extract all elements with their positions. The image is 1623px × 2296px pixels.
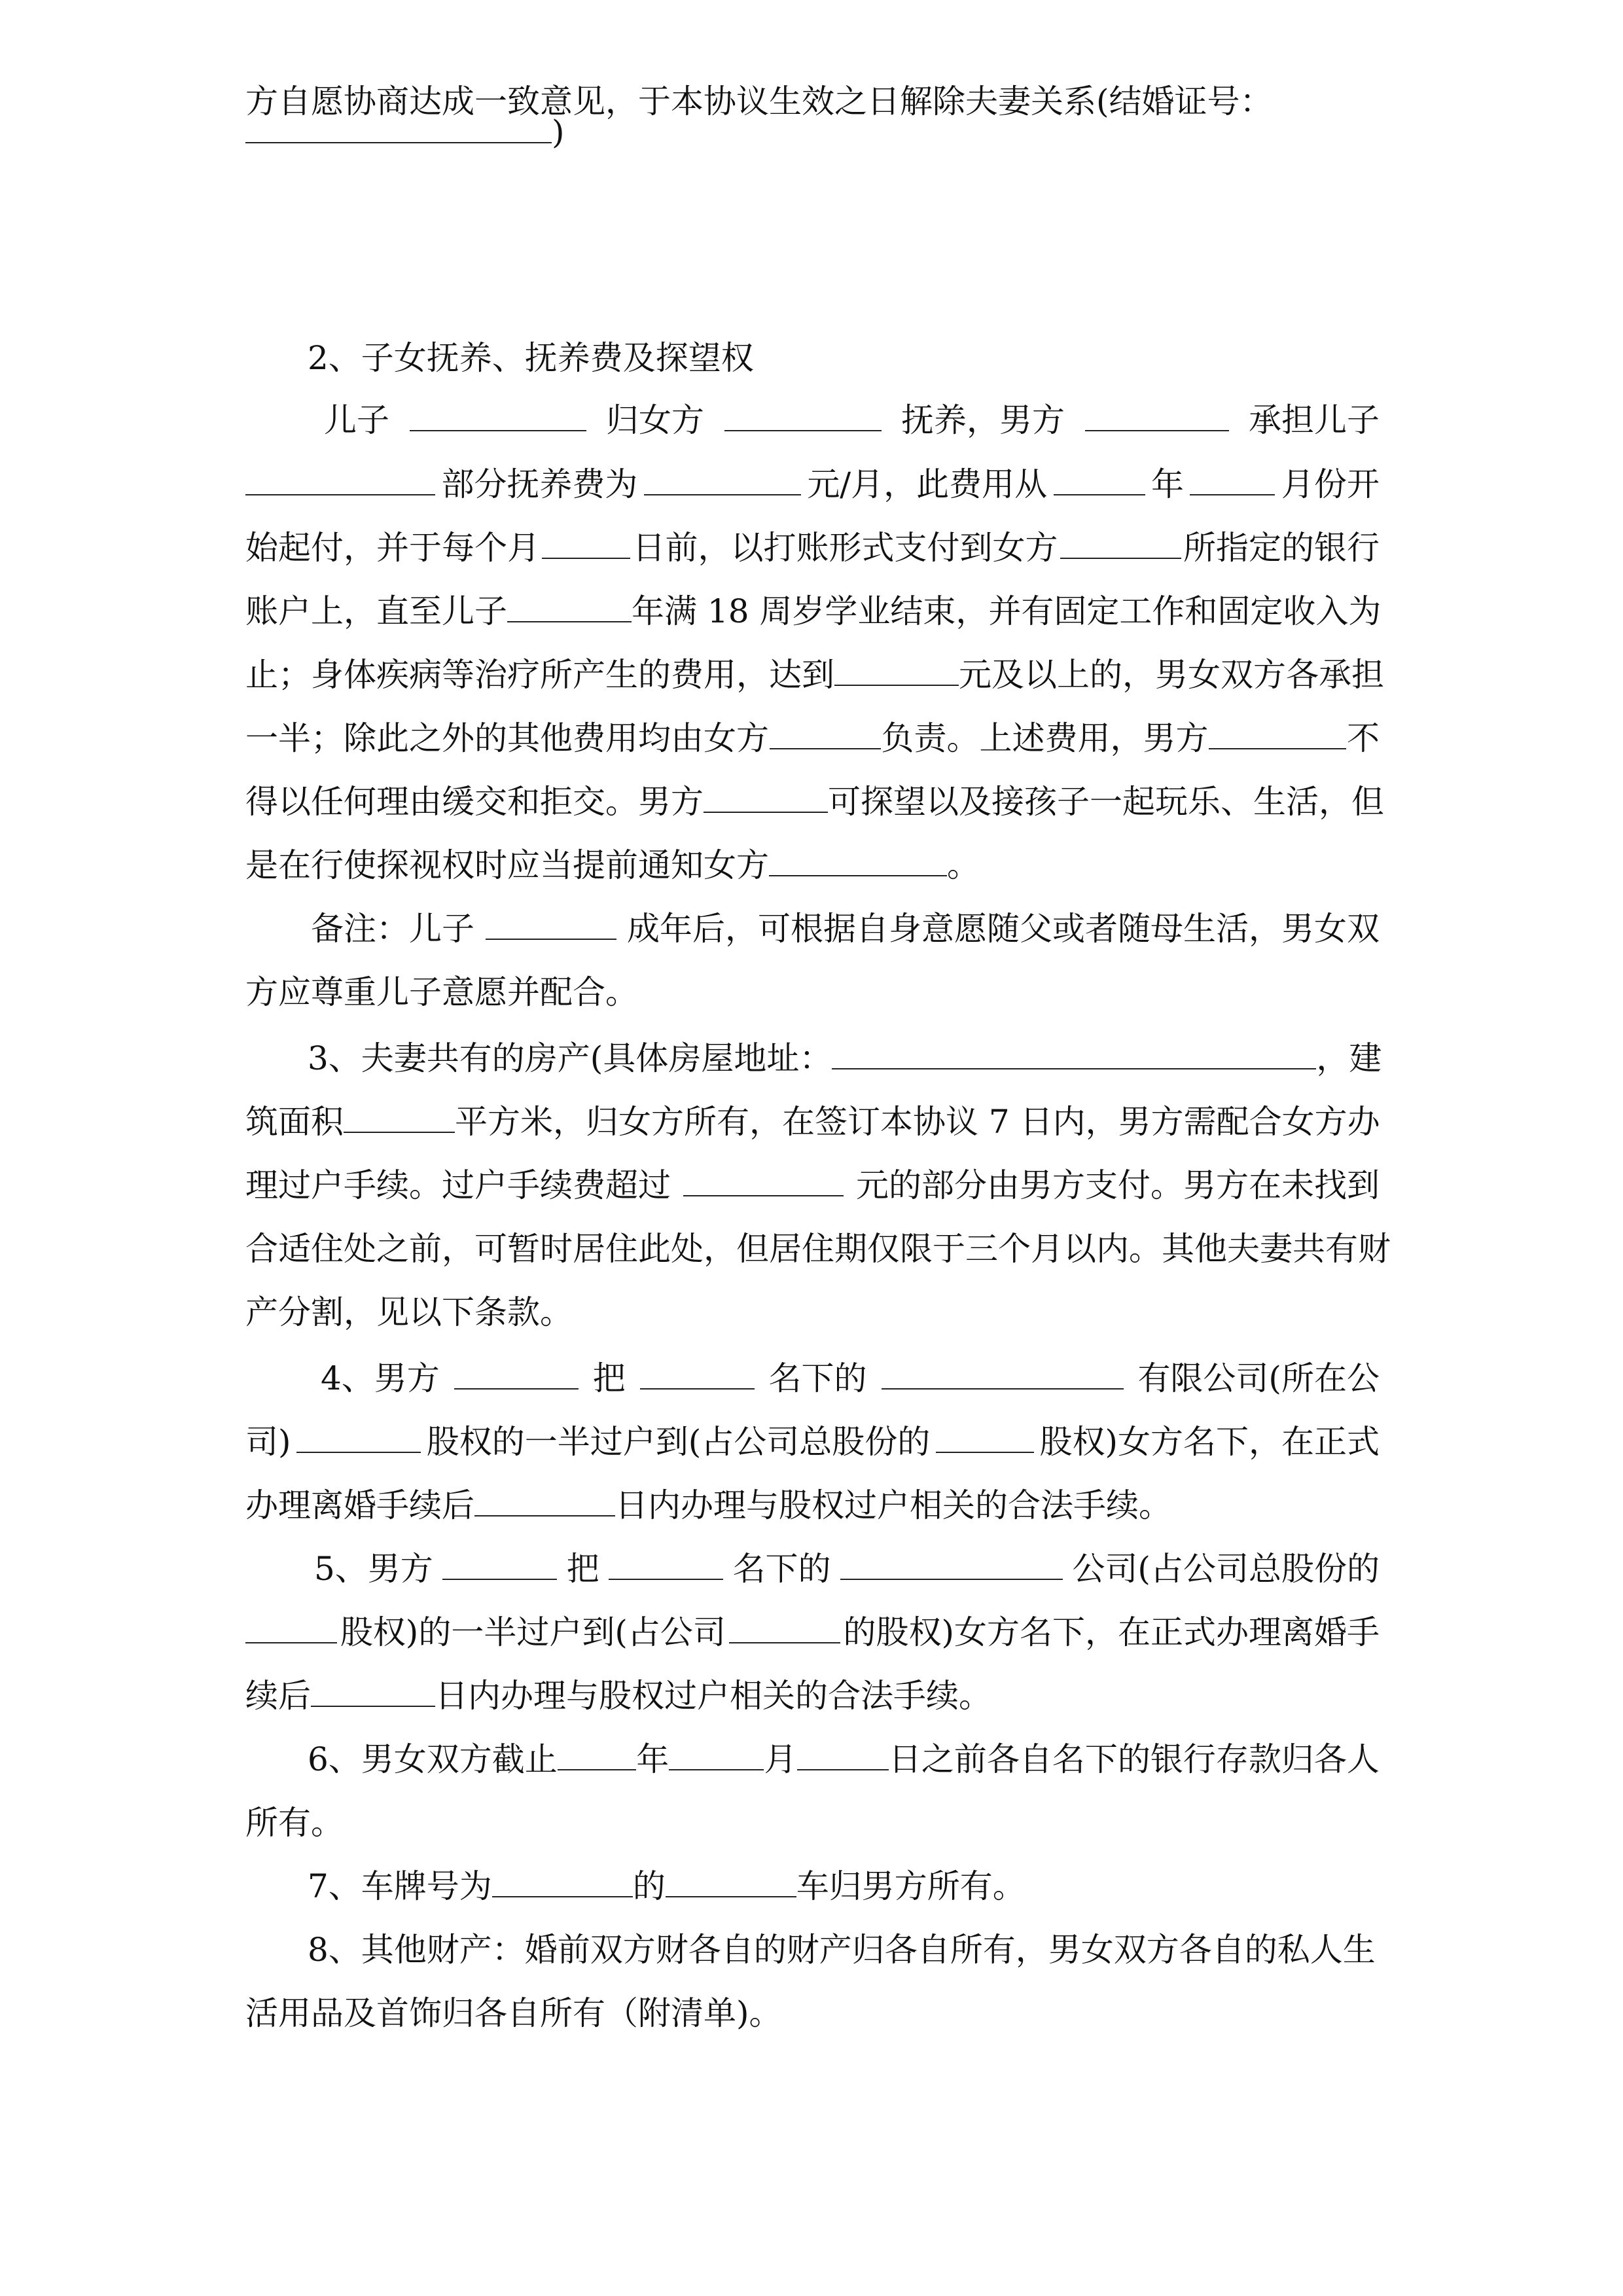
text-segment: ) <box>552 113 565 151</box>
text-segment: 车归男方所有。 <box>796 1867 1026 1905</box>
text-line <box>245 1419 1380 1465</box>
text-segment: 抚养，男方 <box>901 401 1065 439</box>
fill-blank <box>245 464 435 495</box>
text-segment: 日内办理与股权过户相关的合法手续。 <box>435 1677 991 1715</box>
text-segment: 6、男女双方截止 <box>308 1740 558 1778</box>
text-segment: 是在行使探视权时应当提前通知女方 <box>245 846 769 884</box>
text-segment: 日之前各自名下的银行存款归各人 <box>888 1740 1380 1778</box>
fill-blank <box>1054 464 1145 495</box>
fill-blank <box>729 1612 840 1643</box>
fill-blank <box>1209 718 1346 749</box>
fill-blank <box>1060 528 1181 559</box>
text-segment: 公司(占公司总股份的 <box>1072 1550 1380 1588</box>
text-segment: 月 <box>764 1740 797 1778</box>
fill-blank <box>840 1549 1063 1580</box>
text-segment: 合适住处之前，可暂时居住此处，但居住期仅限于三个月以内。其他夫妻共有财 <box>245 1230 1391 1268</box>
fill-blank <box>486 908 616 940</box>
text-segment: ，建 <box>1316 1039 1382 1077</box>
text-line <box>245 1736 1380 1782</box>
text-segment: 司) <box>245 1423 291 1461</box>
text-segment: 。 <box>947 846 980 884</box>
text-line <box>245 1863 1442 1909</box>
text-segment: 成年后，可根据自身意愿随父或者随母生活，男女双 <box>627 910 1380 948</box>
fill-blank <box>442 1549 557 1580</box>
text-segment: 名下的 <box>768 1359 867 1397</box>
fill-blank <box>344 1102 455 1133</box>
text-segment: 儿子 <box>324 401 389 439</box>
text-segment: 的股权)女方名下，在正式办理离婚手 <box>843 1613 1380 1651</box>
text-segment: 股权的一半过户到(占公司总股份的 <box>426 1423 931 1461</box>
fill-blank <box>1085 400 1229 431</box>
fill-blank <box>454 1358 579 1390</box>
text-segment: 部分抚养费为 <box>441 465 638 503</box>
text-line <box>245 1927 1380 1973</box>
text-segment: 2、子女抚养、抚养费及探望权 <box>308 339 754 377</box>
text-segment: 把 <box>592 1359 626 1397</box>
text-segment: 止；身体疾病等治疗所产生的费用，达到 <box>245 656 834 694</box>
text-segment: 不 <box>1347 719 1380 757</box>
fill-blank <box>640 1358 755 1390</box>
fill-blank <box>936 1422 1034 1453</box>
text-segment: 归女方 <box>606 401 704 439</box>
fill-blank <box>882 1358 1124 1390</box>
text-segment: 月份开 <box>1281 465 1380 503</box>
text-segment: 3、夫妻共有的房产(具体房屋地址： <box>308 1039 832 1077</box>
text-segment: 得以任何理由缓交和拒交。男方 <box>245 783 704 821</box>
text-segment: 负责。上述费用，男方 <box>881 719 1209 757</box>
fill-blank <box>542 528 630 559</box>
text-segment: 活用品及首饰归各自所有（附清单)。 <box>245 1994 782 2032</box>
text-segment: 方应尊重儿子意愿并配合。 <box>245 973 638 1011</box>
text-line <box>245 1289 1380 1335</box>
fill-blank <box>1190 464 1275 495</box>
item-heading <box>245 335 1442 381</box>
fill-blank <box>558 1739 636 1770</box>
text-line <box>245 715 1380 761</box>
text-segment: 7、车牌号为 <box>308 1867 492 1905</box>
text-segment: 承担儿子 <box>1249 401 1380 439</box>
text-line <box>245 1482 1380 1528</box>
fill-blank <box>834 655 959 686</box>
text-segment: 年满 18 周岁学业结束，并有固定工作和固定收入为 <box>632 592 1382 630</box>
text-segment: 产分割，见以下条款。 <box>245 1293 573 1331</box>
document-page <box>245 0 1391 2296</box>
text-line <box>245 1035 1380 1081</box>
text-line <box>245 779 1384 825</box>
text-segment: 始起付，并于每个月 <box>245 529 540 567</box>
text-segment: 账户上，直至儿子 <box>245 592 507 630</box>
fill-blank <box>644 464 801 495</box>
text-line <box>245 1099 1380 1145</box>
fill-blank <box>683 1165 844 1196</box>
text-segment: 的 <box>632 1867 666 1905</box>
text-line <box>245 652 1384 698</box>
text-segment: 股权)女方名下，在正式 <box>1039 1423 1380 1461</box>
text-line <box>245 1990 1380 2036</box>
text-segment: 备注：儿子 <box>311 910 474 948</box>
fill-blank <box>832 1038 1316 1069</box>
fill-blank <box>296 1422 421 1453</box>
fill-blank <box>666 1866 796 1897</box>
fill-blank <box>245 1612 337 1643</box>
text-segment: 日内办理与股权过户相关的合法手续。 <box>615 1486 1171 1524</box>
text-line <box>245 1162 1380 1208</box>
text-line <box>245 1673 1380 1719</box>
text-segment: 所指定的银行 <box>1183 529 1380 567</box>
text-segment: 股权)的一半过户到(占公司 <box>340 1613 726 1651</box>
text-segment: 有限公司(所在公 <box>1137 1359 1380 1397</box>
text-line <box>245 969 1380 1015</box>
text-line <box>245 588 1380 634</box>
fill-blank <box>609 1549 723 1580</box>
text-segment: 把 <box>566 1550 599 1588</box>
fill-blank <box>311 1676 435 1707</box>
text-segment: 年 <box>636 1740 669 1778</box>
fill-blank <box>797 1739 889 1770</box>
fill-blank <box>769 845 947 876</box>
text-line <box>245 1800 1380 1846</box>
fill-blank <box>492 1866 633 1897</box>
fill-blank <box>724 400 882 431</box>
fill-blank <box>474 1485 615 1516</box>
text-segment: 可探望以及接孩子一起玩乐、生活，但 <box>828 783 1384 821</box>
fill-blank <box>410 400 586 431</box>
text-segment: 元及以上的，男女双方各承担 <box>959 656 1384 694</box>
text-segment: 所有。 <box>245 1804 344 1842</box>
text-line <box>245 461 1380 507</box>
text-segment: 元的部分由男方支付。男方在未找到 <box>856 1166 1380 1204</box>
text-segment: 年 <box>1151 465 1185 503</box>
text-segment: 平方米，归女方所有，在签订本协议 7 日内，男方需配合女方办 <box>455 1103 1380 1141</box>
fill-blank <box>507 591 632 622</box>
text-segment: 方自愿协商达成一致意见，于本协议生效之日解除夫妻关系(结婚证号： <box>245 82 1273 120</box>
text-line <box>245 906 1380 952</box>
text-segment: 5、男方 <box>314 1550 433 1588</box>
text-line <box>245 1355 1380 1401</box>
fill-blank <box>245 112 552 143</box>
fill-blank <box>669 1739 764 1770</box>
text-line <box>245 1226 1391 1272</box>
text-segment: 元/月，此费用从 <box>807 465 1048 503</box>
fill-blank <box>704 781 828 813</box>
text-segment: 8、其他财产：婚前双方财各自的财产归各自所有，男女双方各自的私人生 <box>308 1931 1376 1969</box>
text-segment: 名下的 <box>732 1550 831 1588</box>
text-segment: 日前，以打账形式支付到女方 <box>632 529 1058 567</box>
text-segment: 筑面积 <box>245 1103 344 1141</box>
text-line <box>245 109 1380 155</box>
text-segment: 4、男方 <box>321 1359 440 1397</box>
text-segment: 理过户手续。过户手续费超过 <box>245 1166 671 1204</box>
text-segment: 一半；除此之外的其他费用均由女方 <box>245 719 769 757</box>
text-line <box>245 397 1380 443</box>
text-segment: 续后 <box>245 1677 311 1715</box>
text-segment: 办理离婚手续后 <box>245 1486 474 1524</box>
text-line <box>245 842 1380 888</box>
fill-blank <box>770 718 881 749</box>
text-line <box>245 1546 1380 1592</box>
text-line <box>245 525 1380 571</box>
text-line <box>245 1609 1380 1655</box>
